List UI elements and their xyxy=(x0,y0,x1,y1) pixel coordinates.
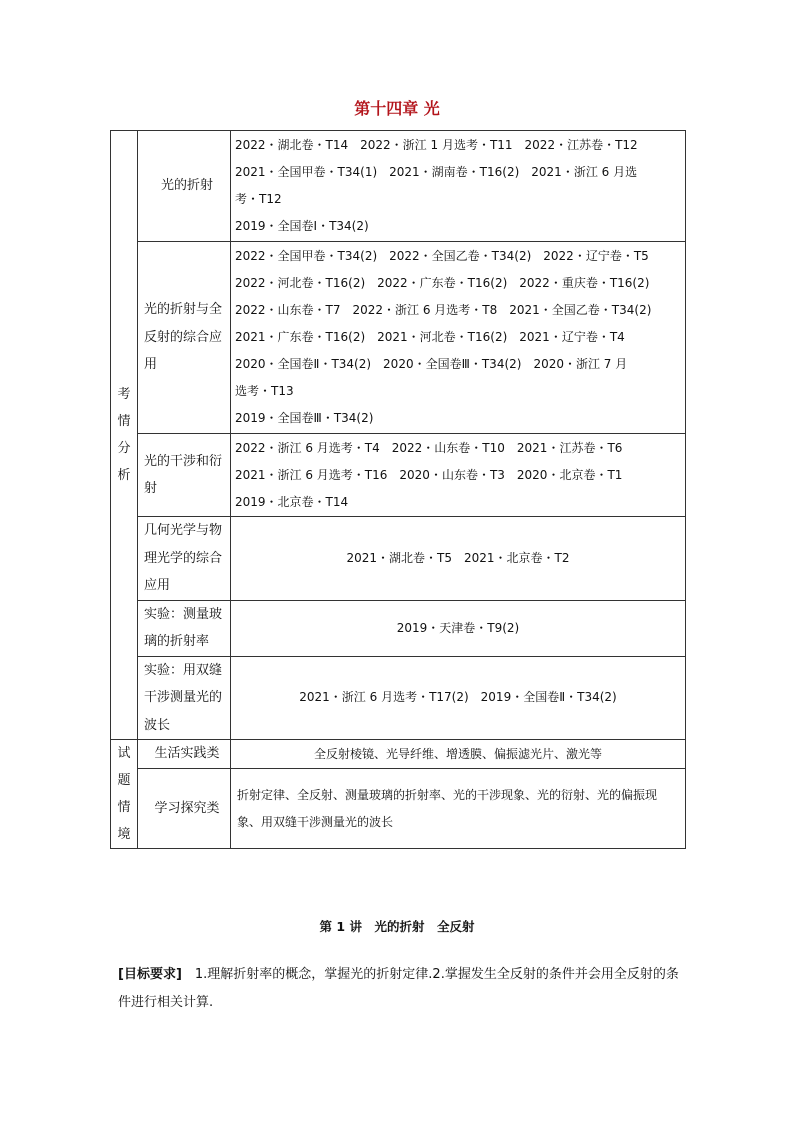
ref-line: 2020・全国卷Ⅱ・T34(2) 2020・全国卷Ⅲ・T34(2) 2020・浙江 7 月 xyxy=(235,357,628,371)
refs-cell xyxy=(231,131,686,242)
ref-line: 2022・湖北卷・T14 2022・浙江 1 月选考・T11 2022・江苏卷・T12 xyxy=(235,138,638,152)
exam-analysis-table xyxy=(110,130,686,849)
ref-line: 2021・浙江 6 月选考・T16 2020・山东卷・T3 2020・北京卷・T1 xyxy=(235,467,623,482)
objective-tag: [目标要求] xyxy=(118,967,182,982)
refs-cell xyxy=(231,434,686,517)
ref-line: 2019・全国卷Ⅲ・T34(2) xyxy=(235,411,374,425)
context-content-cell: 全反射棱镜、光导纤维、增透膜、偏振滤光片、激光等 xyxy=(231,740,686,769)
ref-line: 2022・河北卷・T16(2) 2022・广东卷・T16(2) 2022・重庆卷・T16(2) xyxy=(235,276,650,290)
objective-text: 1.理解折射率的概念，掌握光的折射定律.2.掌握发生全反射的条件并会用全反射的条件进行相关计算. xyxy=(118,967,679,1010)
learning-objective xyxy=(118,961,686,1017)
refs-cell xyxy=(231,656,686,740)
chapter-title: 第十四章 光 xyxy=(354,99,440,118)
ref-line: 考・T12 xyxy=(235,192,282,206)
topic-cell: 光的折射 xyxy=(138,131,231,242)
ref-line: 2019・北京卷・T14 xyxy=(235,494,349,509)
ref-line: 2022・山东卷・T7 2022・浙江 6 月选考・T8 2021・全国乙卷・T34(2) xyxy=(235,303,652,317)
lecture-title: 第 1 讲 光的折射 全反射 xyxy=(319,919,475,934)
ref-line: 2022・全国甲卷・T34(2) 2022・全国乙卷・T34(2) 2022・辽宁卷・T5 xyxy=(235,249,649,263)
refs-cell xyxy=(231,600,686,656)
topic-cell: 光的折射与全反射的综合应用 xyxy=(138,242,231,434)
refs-cell xyxy=(231,242,686,434)
ref-line: 2021・广东卷・T16(2) 2021・河北卷・T16(2) 2021・辽宁卷・T4 xyxy=(235,330,625,344)
topic-cell: 实验：测量玻璃的折射率 xyxy=(138,600,231,656)
ref-line: 2021・全国甲卷・T34(1) 2021・湖南卷・T16(2) 2021・浙江 6 月选 xyxy=(235,165,638,179)
ref-line: 2019・天津卷・T9(2) xyxy=(396,620,520,635)
topic-cell: 光的干涉和衍射 xyxy=(138,434,231,517)
ref-line: 2022・浙江 6 月选考・T4 2022・山东卷・T10 2021・江苏卷・T6 xyxy=(235,440,623,455)
refs-cell xyxy=(231,517,686,601)
ref-line: 选考・T13 xyxy=(235,384,294,398)
context-type-cell: 学习探究类 xyxy=(138,769,231,849)
context-content-cell: 折射定律、全反射、测量玻璃的折射率、光的干涉现象、光的衍射、光的偏振现象、用双缝干涉测量光的波长 xyxy=(231,769,686,849)
ref-line: 2019・全国卷Ⅰ・T34(2) xyxy=(235,219,369,233)
topic-cell: 几何光学与物理光学的综合应用 xyxy=(138,517,231,601)
ref-line: 2021・浙江 6 月选考・T17(2) 2019・全国卷Ⅱ・T34(2) xyxy=(299,690,617,705)
topic-cell: 实验：用双缝干涉测量光的波长 xyxy=(138,656,231,740)
context-type-cell: 生活实践类 xyxy=(138,740,231,769)
ref-line: 2021・湖北卷・T5 2021・北京卷・T2 xyxy=(346,550,570,565)
category-exam-context: 试 题 情 境 xyxy=(111,740,138,849)
category-exam-analysis: 考 情 分 析 xyxy=(111,131,138,740)
